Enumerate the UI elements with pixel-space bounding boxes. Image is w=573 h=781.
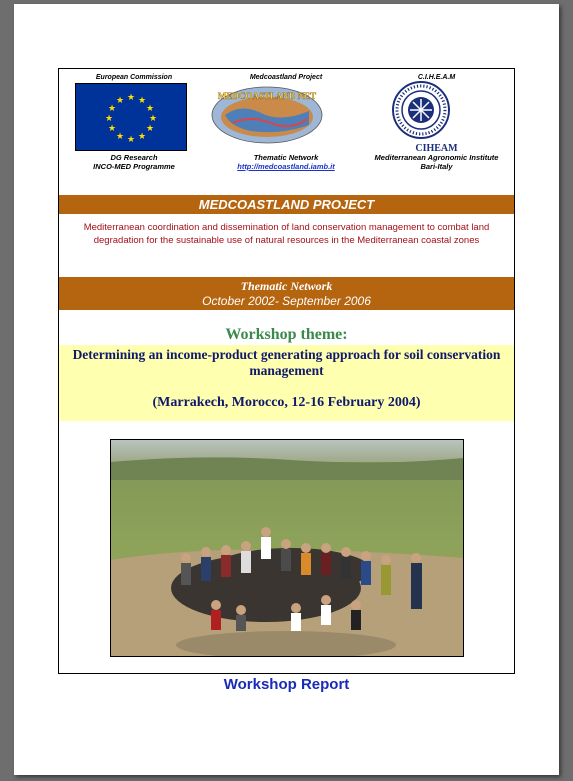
medcoastland-logo	[211, 85, 323, 145]
thematic-network-label: Thematic Network	[253, 153, 319, 162]
institute-label: Mediterranean Agronomic Institute	[374, 153, 499, 162]
dg-research-label: DG Research	[110, 153, 158, 162]
svg-text:★: ★	[137, 132, 147, 142]
project-banner: MEDCOASTLAND PROJECT	[59, 195, 514, 214]
ciheam-seal-icon	[392, 81, 450, 139]
svg-text:★: ★	[104, 114, 114, 124]
ciheam-footer	[359, 153, 514, 171]
svg-text:★: ★	[115, 96, 125, 106]
eu-footer	[59, 153, 209, 171]
svg-text:★: ★	[137, 96, 147, 106]
eu-flag-icon	[75, 83, 187, 151]
ciheam-name: CIHEAM	[415, 143, 458, 154]
network-banner	[59, 277, 514, 310]
workshop-theme-box	[59, 345, 514, 421]
network-dates: October 2002- September 2006	[202, 294, 371, 308]
svg-text:MEDCOASTLAND NET: MEDCOASTLAND NET	[217, 91, 317, 101]
workshop-report-link[interactable]: Workshop Report	[223, 676, 350, 693]
medcoast-title: Medcoastland Project	[249, 74, 323, 81]
workshop-theme-label: Workshop theme:	[225, 326, 348, 343]
svg-text:★: ★	[107, 124, 117, 134]
group-photo-image	[110, 439, 464, 657]
bari-label: Bari-Italy	[420, 162, 453, 171]
document-page	[14, 4, 559, 775]
project-description: Mediterranean coordination and dissemination of land conservation management to combat land degradation for the sustainable use of natural resources in the Mediterranean coastal zones	[83, 222, 490, 246]
svg-text:★: ★	[126, 93, 136, 103]
network-title: Thematic Network	[240, 279, 333, 293]
svg-text:★: ★	[115, 132, 125, 142]
svg-text:★: ★	[145, 104, 155, 114]
workshop-theme-text: Determining an income-product generating approach for soil conservation management	[72, 347, 501, 378]
inco-med-label: INCO-MED Programme	[93, 162, 175, 171]
svg-text:★: ★	[107, 104, 117, 114]
svg-text:★: ★	[126, 135, 136, 145]
ciheam-title: C.I.H.E.A.M	[417, 74, 456, 81]
svg-text:★: ★	[145, 124, 155, 134]
header-logos	[59, 69, 514, 187]
workshop-location: (Marrakech, Morocco, 12-16 February 2004)	[152, 395, 421, 410]
svg-text:★: ★	[148, 114, 158, 124]
medcoast-footer	[211, 153, 361, 171]
medcoastland-url-link[interactable]: http://medcoastland.iamb.it	[237, 162, 335, 171]
eu-title: European Commission	[95, 74, 173, 81]
cover-frame	[58, 68, 515, 674]
